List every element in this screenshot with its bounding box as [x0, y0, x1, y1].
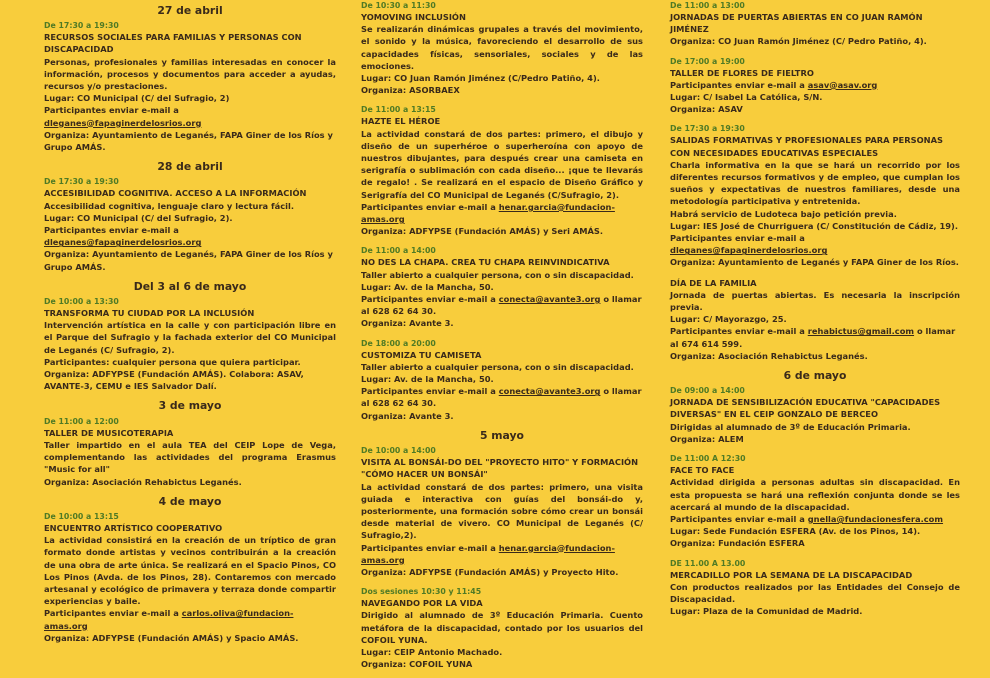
event-detail: Lugar: CEIP Antonio Machado. [361, 646, 503, 657]
event-time: De 11:00 A 12:30 [670, 454, 746, 464]
contact-prefix: Participantes enviar e-mail a [44, 105, 179, 116]
contact-prefix: Participantes enviar e-mail a [670, 233, 805, 244]
day-heading: 6 de mayo [783, 369, 847, 383]
event-title: JORNADAS DE PUERTAS ABIERTAS EN CO JUAN RAMÓN JIMÉNEZ [670, 12, 923, 35]
day-heading: 27 de abril [157, 4, 223, 17]
contact-suffix: o llamar al 628 62 64 30. [361, 386, 642, 409]
event-title: TRANSFORMA TU CIUDAD POR LA INCLUSIÓN [44, 308, 255, 319]
event-description: Taller impartido en el aula TEA del CEIP Lope de Vega, complementando las actividades del programa Erasmus "Music for all" [44, 439, 336, 475]
event-title: NO DES LA CHAPA. CREA TU CHAPA REINVINDICATIVA [361, 257, 610, 268]
contact-prefix: Participantes enviar e-mail a [44, 225, 179, 236]
contact-suffix: o llamar al 628 62 64 30. [361, 294, 642, 317]
event-time: DE 11.00 A 13.00 [670, 558, 746, 568]
contact-prefix: Participantes enviar e-mail a [670, 326, 808, 337]
day-heading: 5 mayo [480, 428, 524, 442]
event-organizer: Lugar: Plaza de la Comunidad de Madrid. [670, 606, 863, 617]
event-description: La actividad constará de dos partes: primero, el dibujo y diseño de un superhéroe o superheroína con apoyo de nuestros dibujantes, para después crear una camiseta en serigrafía o sublimación con cada diseño... ¡que te llevarás de regalo! . Se realizará en el espacio de Diseño Gráfico y Serigrafía del CO Municipal de Leganés (C/Sufragio, 2). [361, 128, 643, 200]
event-title: TALLER DE FLORES DE FIELTRO [670, 67, 814, 78]
event-organizer: Organiza: Fundación ESFERA [670, 538, 805, 549]
event-organizer: Organiza: ASAV [670, 104, 743, 115]
event-organizer: Organiza: Asociación Rehabictus Leganés. [670, 350, 868, 361]
event-time: De 10:00 a 13:15 [44, 511, 119, 521]
event-location: Lugar: Sede Fundación ESFERA (Av. de los Pinos, 14). [670, 526, 921, 537]
email-link[interactable]: dleganes@fapaginerdelosrios.org [44, 117, 202, 128]
event-title: CUSTOMIZA TU CAMISETA [361, 349, 482, 360]
event-entry [670, 453, 960, 549]
event-title: DÍA DE LA FAMILIA [670, 277, 757, 288]
event-title: JORNADA DE SENSIBILIZACIÓN EDUCATIVA "CAPACIDADES DIVERSAS" EN EL CEIP GONZALO DE BERCEO [670, 397, 941, 420]
event-organizer: Organiza: Avante 3. [361, 318, 454, 329]
event-time: De 10:00 a 13:30 [44, 297, 119, 307]
event-detail: Lugar: CO Municipal (C/ del Sufragio, 2). [44, 212, 233, 223]
event-time: Dos sesiones 10:30 y 11:45 [361, 587, 482, 597]
event-entry [670, 558, 960, 618]
event-contact [670, 79, 960, 91]
day-heading: 28 de abril [157, 160, 223, 174]
event-title: VISITA AL BONSÁI-DO DEL "PROYECTO HITO" Y FORMACIÓN "CÓMO HACER UN BONSÁI" [361, 457, 639, 480]
event-entry [670, 56, 960, 116]
event-description: Dirigidas al alumnado de 3º de Educación Primaria. [670, 421, 911, 432]
event-organizer: Organiza: ASORBAEX [361, 85, 460, 96]
email-link[interactable]: henar.garcia@fundacion-amas.org [361, 201, 615, 225]
event-organizer: Organiza: COFOIL YUNA [361, 659, 473, 670]
event-organizer: Organiza: ADFYPSE (Fundación AMÁS) y Spacio AMÁS. [44, 632, 299, 643]
event-contact [670, 325, 960, 349]
event-time: De 10:00 a 14:00 [361, 446, 436, 456]
email-link[interactable]: henar.garcia@fundacion-amas.org [361, 542, 615, 565]
email-link[interactable]: conecta@avante3.org [498, 386, 601, 397]
event-description: Taller abierto a cualquier persona, con o sin discapacidad. [361, 269, 634, 280]
event-organizer: Organiza: Ayuntamiento de Leganés y FAPA Giner de los Ríos. [670, 257, 959, 268]
event-entry [44, 176, 336, 272]
event-contact [44, 224, 336, 248]
event-description: Charla informativa en la que se hará un recorrido por los diferentes recursos formativos y de empleo, que cumplan los sueños y expectativas de nuestros familiares, desde una metodología participativa y entretenida. [670, 159, 960, 207]
event-title: RECURSOS SOCIALES PARA FAMILIAS Y PERSONAS CON DISCAPACIDAD [44, 32, 302, 55]
event-location: Lugar: C/ Isabel La Católica, S/N. [670, 92, 823, 103]
event-entry [44, 416, 336, 488]
event-contact [361, 385, 643, 409]
event-entry [361, 245, 643, 329]
day-heading: 3 de mayo [158, 399, 222, 413]
event-entry [670, 123, 960, 268]
event-contact [44, 607, 336, 631]
event-detail: Participantes: cualquier persona que quiera participar. [44, 356, 301, 367]
event-contact [361, 201, 643, 225]
email-link[interactable]: conecta@avante3.org [498, 294, 601, 305]
event-detail: Habrá servicio de Ludoteca bajo petición previa. [670, 208, 897, 219]
event-entry [44, 20, 336, 153]
event-description: La actividad consistirá en la creación de un tríptico de gran formato donde artistas y vecinos contribuirán a la creación de una obra de arte única. Se realizará en el Spacio Pinos, CO Los Pinos (Avda. de los Pinos, 28). Contaremos con mercado artesanal y ecológico de primavera y terraza donde compartir experiencias y baile. [44, 535, 336, 607]
event-time: De 10:30 a 11:30 [361, 1, 436, 10]
event-title: FACE TO FACE [670, 465, 735, 476]
contact-prefix: Participantes enviar e-mail a [361, 294, 499, 305]
event-organizer: Organiza: ADFYPSE (Fundación AMÁS). Colabora: ASAV, AVANTE-3, CEMU e IES Salvador Dalí. [44, 369, 304, 392]
event-time: De 17:00 a 19:00 [670, 56, 745, 66]
event-detail: Lugar: CO Municipal (C/ del Sufragio, 2) [44, 93, 230, 104]
column-right [670, 0, 960, 625]
day-heading: Del 3 al 6 de mayo [133, 279, 247, 293]
email-link[interactable]: gnella@fundacionesfera.com [807, 513, 944, 524]
contact-prefix: Participantes enviar e-mail a [670, 79, 808, 90]
event-description: Dirigido al alumnado de 3º Educación Primaria. Cuento metáfora de la discapacidad, contado por los usuarios del COFOIL YUNA. [361, 610, 643, 645]
contact-prefix: Participantes enviar e-mail a [670, 513, 808, 524]
event-entry [361, 586, 643, 670]
email-link[interactable]: rehabictus@gmail.com [807, 326, 915, 337]
day-heading: 4 de mayo [158, 494, 222, 508]
event-time: De 17:30 a 19:30 [44, 21, 119, 31]
column-left [44, 0, 336, 652]
event-entry [361, 445, 643, 578]
column-middle [361, 0, 643, 678]
event-entry [670, 0, 960, 48]
event-time: De 09:00 a 14:00 [670, 386, 745, 396]
event-time: De 11:00 a 13:15 [361, 105, 436, 115]
event-entry [670, 385, 960, 445]
event-entry [44, 296, 336, 392]
event-time: De 11:00 a 13:00 [670, 1, 745, 10]
event-contact [44, 104, 336, 128]
event-organizer: Organiza: CO Juan Ramón Jiménez (C/ Pedro Patiño, 4). [670, 36, 927, 47]
event-title: HAZTE EL HÉROE [361, 116, 441, 127]
event-description: Con productos realizados por las Entidades del Consejo de Discapacidad. [670, 581, 960, 604]
event-organizer: Organiza: ADFYPSE (Fundación AMÁS) y Seri AMÁS. [361, 226, 604, 237]
contact-prefix: Participantes enviar e-mail a [361, 542, 499, 553]
event-description: Personas, profesionales y familias interesadas en conocer la información, procesos y documentos para acceder a ayudas, recursos y/o prestaciones. [44, 56, 336, 92]
event-description: Accesibilidad cognitiva, lenguaje claro y lectura fácil. [44, 200, 294, 211]
event-contact [670, 513, 960, 525]
email-link[interactable]: dleganes@fapaginerdelosrios.org [44, 237, 202, 248]
event-description: Intervención artística en la calle y con participación libre en el Parque del Sufragio y la fachada exterior del CO Municipal de Leganés (C/ Sufragio, 2). [44, 320, 336, 355]
event-organizer: Organiza: Avante 3. [361, 410, 454, 421]
event-detail: Lugar: Av. de la Mancha, 50. [361, 374, 494, 385]
email-link[interactable]: carlos.oliva@fundacion-amas.org [44, 608, 294, 631]
event-organizer: Organiza: Ayuntamiento de Leganés, FAPA Giner de los Ríos y Grupo AMÁS. [44, 249, 333, 272]
event-title: NAVEGANDO POR LA VIDA [361, 598, 483, 609]
event-contact [361, 542, 643, 566]
event-organizer: Organiza: ALEM [670, 433, 744, 444]
event-time: De 11:00 a 12:00 [44, 416, 119, 426]
event-title: ENCUENTRO ARTÍSTICO COOPERATIVO [44, 522, 223, 533]
email-link[interactable]: asav@asav.org [807, 79, 878, 90]
event-contact [361, 293, 643, 317]
event-description: Actividad dirigida a personas adultas sin discapacidad. En esta propuesta se hará una reflexión conjunta donde se les acercará al mundo de la discapacidad. [670, 477, 960, 512]
contact-prefix: Participantes enviar e-mail a [361, 201, 499, 212]
email-link[interactable]: dleganes@fapaginerdelosrios.org [670, 245, 828, 256]
event-detail: Lugar: C/ Mayorazgo, 25. [670, 314, 787, 325]
event-time: De 18:00 a 20:00 [361, 338, 436, 348]
event-entry [361, 338, 643, 422]
event-time: De 17:30 a 19:30 [44, 177, 119, 187]
event-detail: Lugar: IES José de Churriguera (C/ Constitución de Cádiz, 19). [670, 220, 958, 231]
contact-suffix: o llamar al 674 614 599. [670, 326, 956, 349]
event-detail: Lugar: Av. de la Mancha, 50. [361, 281, 494, 292]
event-organizer: Organiza: Ayuntamiento de Leganés, FAPA Giner de los Ríos y Grupo AMÁS. [44, 129, 333, 153]
contact-prefix: Participantes enviar e-mail a [44, 608, 182, 619]
event-entry [670, 277, 960, 362]
event-title: SALIDAS FORMATIVAS Y PROFESIONALES PARA PERSONAS CON NECESIDADES EDUCATIVAS ESPECIALES [670, 135, 943, 158]
event-title: MERCADILLO POR LA SEMANA DE LA DISCAPACIDAD [670, 569, 913, 580]
event-time: De 11:00 a 14:00 [361, 246, 436, 256]
event-entry [361, 104, 643, 237]
event-description: Jornada de puertas abiertas. Es necesaria la inscripción previa. [670, 289, 960, 313]
event-entry [44, 511, 336, 644]
event-description: Taller abierto a cualquier persona, con o sin discapacidad. [361, 361, 634, 372]
event-title: YOMOVING INCLUSIÓN [361, 12, 466, 22]
event-title: ACCESIBILIDAD COGNITIVA. ACCESO A LA INFORMACIÓN [44, 188, 307, 199]
event-detail: Lugar: CO Juan Ramón Jiménez (C/Pedro Patiño, 4). [361, 73, 600, 84]
event-description: Se realizarán dinámicas grupales a través del movimiento, el sonido y la música, favoreciendo el desarrollo de sus capacidades físicas, sensoriales, sociales y de las emociones. [361, 24, 643, 71]
event-organizer: Organiza: ADFYPSE (Fundación AMÁS) y Proyecto Hito. [361, 566, 619, 577]
contact-prefix: Participantes enviar e-mail a [361, 386, 499, 397]
event-entry [361, 0, 643, 96]
event-contact [670, 232, 960, 256]
event-description: La actividad constará de dos partes: primero, una visita guiada e interactiva con guías del bonsái-do y, posteriormente, una formación sobre cómo crear un bonsái desde material de vivero. CO Municipal de Leganés (C/ Sufragio,2). [361, 481, 643, 541]
event-time: De 17:30 a 19:30 [670, 124, 745, 134]
event-organizer: Organiza: Asociación Rehabictus Leganés. [44, 476, 242, 487]
event-title: TALLER DE MUSICOTERAPIA [44, 427, 174, 438]
